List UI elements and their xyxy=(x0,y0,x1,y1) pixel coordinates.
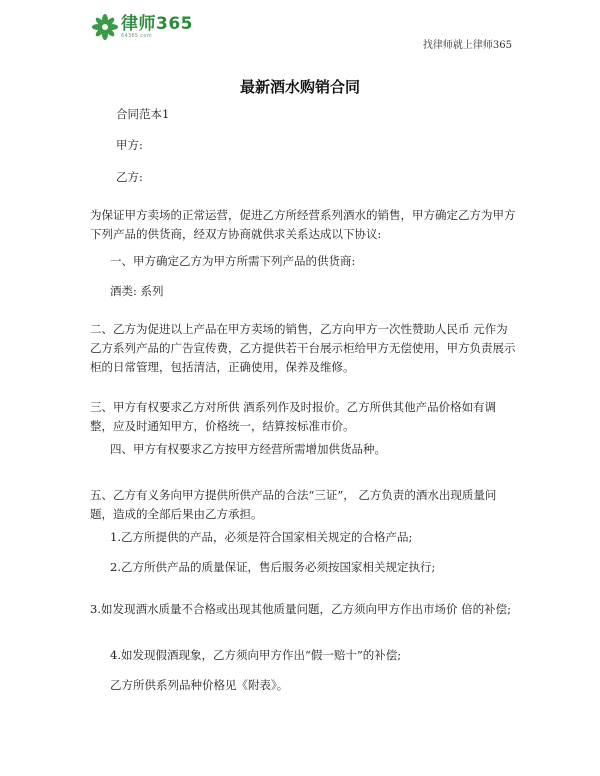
clause-2: 二、乙方为促进以上产品在甲方卖场的销售，乙方向甲方一次性赞助人民币 元作为乙方系列产品的广告宣传费，乙方提供若干台展示柜给甲方无偿使用，甲方负责展示柜的日常管理，包括清洁，正确使用，保养及维修。 xyxy=(90,322,516,374)
leaf-logo-icon xyxy=(92,14,118,40)
logo-brand-text: 律师 xyxy=(121,13,156,34)
brand-logo xyxy=(92,14,193,40)
item-1: 1.乙方所提供的产品，必须是符合国家相关规定的合格产品; xyxy=(110,530,413,544)
intro-paragraph: 为保证甲方卖场的正常运营，促进乙方所经营系列酒水的销售，甲方确定乙方为甲方下列产品的供货商，经双方协商就供求关系达成以下协议: xyxy=(90,208,516,241)
document-title: 最新酒水购销合同 xyxy=(239,78,360,96)
clause-5: 五、乙方有义务向甲方提供所供产品的合法“三证”， 乙方负责的酒水出现质量问题，造成的全部后果由乙方承担。 xyxy=(90,488,497,521)
item-3: 3.如发现酒水质量不合格或出现其他质量问题，乙方须向甲方作出市场价 倍的补偿; xyxy=(90,602,511,616)
clause-1: 一、甲方确定乙方为甲方所需下列产品的供货商: xyxy=(110,254,356,268)
logo-subtext: 64365.com xyxy=(121,32,152,39)
price-note: 乙方所供系列品种价格见《附表》。 xyxy=(110,678,289,692)
header-tagline: 找律师就上律师365 xyxy=(422,40,512,51)
clause-4: 四、甲方有权要求乙方按甲方经营所需增加供货品种。 xyxy=(110,442,386,456)
party-b-label: 乙方: xyxy=(116,170,143,184)
logo-brand-number: 365 xyxy=(156,13,193,34)
item-4: 4.如发现假酒现象，乙方须向甲方作出“假一赔十”的补偿; xyxy=(110,648,402,662)
party-a-label: 甲方: xyxy=(116,138,143,152)
liquor-type-line: 酒类: 系列 xyxy=(110,284,164,298)
template-label: 合同范本1 xyxy=(116,107,170,121)
item-2: 2.乙方所供产品的质量保证，售后服务必须按国家相关规定执行; xyxy=(110,560,436,574)
clause-3: 三、甲方有权要求乙方对所供 酒系列作及时报价。乙方所供其他产品价格如有调整，应及时通知甲方，价格统一，结算按标准市价。 xyxy=(90,400,497,433)
